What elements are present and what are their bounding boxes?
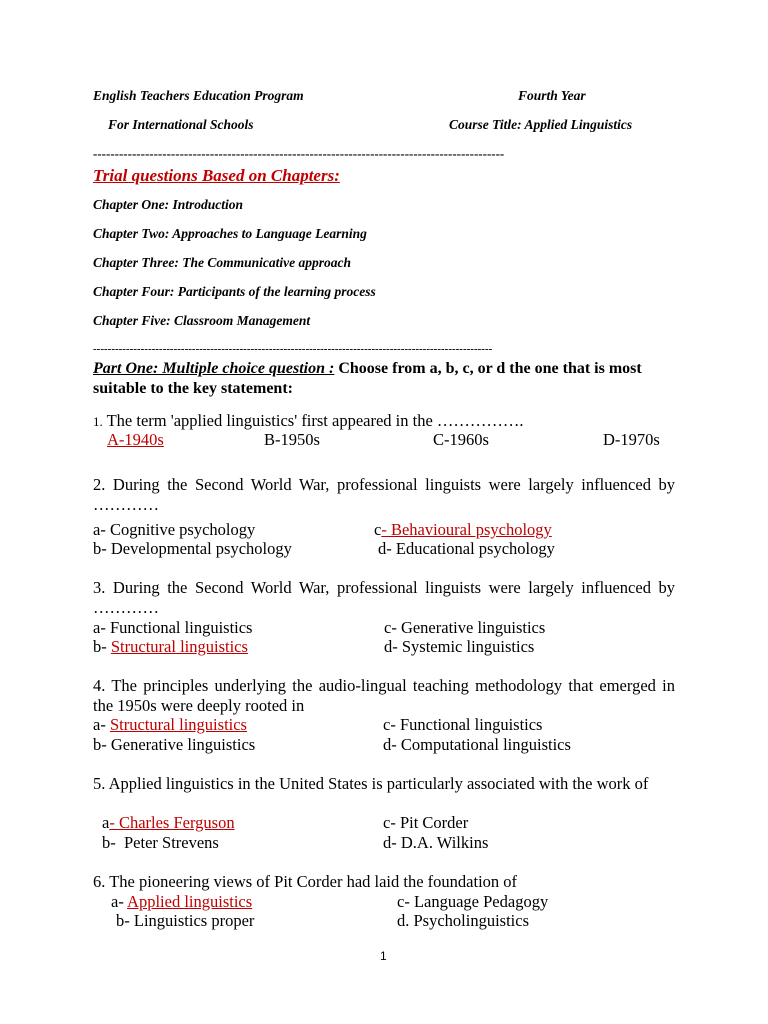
chapter-2: Chapter Two: Approaches to Language Learning: [93, 226, 367, 241]
q1-option-c: C-1960s: [433, 430, 489, 449]
q4-option-a: a- Structural linguistics: [93, 715, 247, 734]
q3-option-b: b- Structural linguistics: [93, 637, 248, 656]
q1-option-a: A-1940s: [107, 430, 164, 449]
q3-option-d: d- Systemic linguistics: [384, 637, 535, 656]
question-1-stem: 1. The term 'applied linguistics' first appeared in the …………….: [93, 411, 524, 430]
q5-option-b: b- Peter Strevens: [102, 833, 219, 852]
q6-option-b: b- Linguistics proper: [116, 911, 255, 930]
year-label: Fourth Year: [518, 88, 586, 103]
part-one-label: Part One: Multiple choice question: [93, 360, 329, 377]
q2-option-a: a- Cognitive psychology: [93, 520, 256, 539]
q1-option-d: D-1970s: [603, 430, 660, 449]
question-3-stem: 3. During the Second World War, professional linguists were largely influenced by …………: [93, 578, 675, 617]
q4-option-c: c- Functional linguistics: [383, 715, 543, 734]
q2-option-c: c- Behavioural psychology: [374, 520, 552, 539]
q5-option-d: d- D.A. Wilkins: [383, 833, 489, 852]
divider-top: -----------------------------------------------------------------------------------------------: [93, 146, 505, 161]
part-one-text: Choose from a, b, c, or d the one that is most suitable to the key statement:: [93, 360, 642, 397]
question-2-stem: 2. During the Second World War, professional linguists were largely influenced by …………: [93, 475, 675, 514]
program-title: English Teachers Education Program: [93, 88, 304, 103]
q6-option-c: c- Language Pedagogy: [397, 892, 549, 911]
chapter-3: Chapter Three: The Communicative approach: [93, 255, 351, 270]
q3-option-c: c- Generative linguistics: [384, 618, 546, 637]
divider-middle: -------------------------------------------------------------------------------------------------------------: [93, 343, 493, 355]
q5-option-a: a- Charles Ferguson: [102, 813, 235, 832]
question-5-stem: 5. Applied linguistics in the United States is particularly associated with the work of: [93, 774, 649, 793]
chapter-5: Chapter Five: Classroom Management: [93, 313, 311, 328]
page-number: 1: [380, 949, 387, 963]
chapter-4: Chapter Four: Participants of the learning process: [93, 284, 376, 299]
part-one-colon: :: [329, 360, 335, 377]
q4-option-d: d- Computational linguistics: [383, 735, 571, 754]
schools-label: For International Schools: [108, 117, 254, 132]
q2-option-b: b- Developmental psychology: [93, 539, 292, 558]
question-6-stem: 6. The pioneering views of Pit Corder had laid the foundation of: [93, 872, 518, 891]
question-4-stem: 4. The principles underlying the audio-lingual teaching methodology that emerged in the 1950s were deeply rooted in: [93, 676, 675, 715]
trial-title: Trial questions Based on Chapters:: [93, 166, 340, 185]
q4-option-b: b- Generative linguistics: [93, 735, 256, 754]
chapter-1: Chapter One: Introduction: [93, 197, 244, 212]
course-title: Course Title: Applied Linguistics: [449, 117, 633, 132]
q5-option-c: c- Pit Corder: [383, 813, 469, 832]
part-one-instruction: [93, 359, 675, 399]
q2-option-d: d- Educational psychology: [378, 539, 555, 558]
q1-option-b: B-1950s: [264, 430, 320, 449]
q3-option-a: a- Functional linguistics: [93, 618, 253, 637]
q6-option-a: a- Applied linguistics: [111, 892, 253, 911]
q6-option-d: d. Psycholinguistics: [397, 911, 530, 930]
